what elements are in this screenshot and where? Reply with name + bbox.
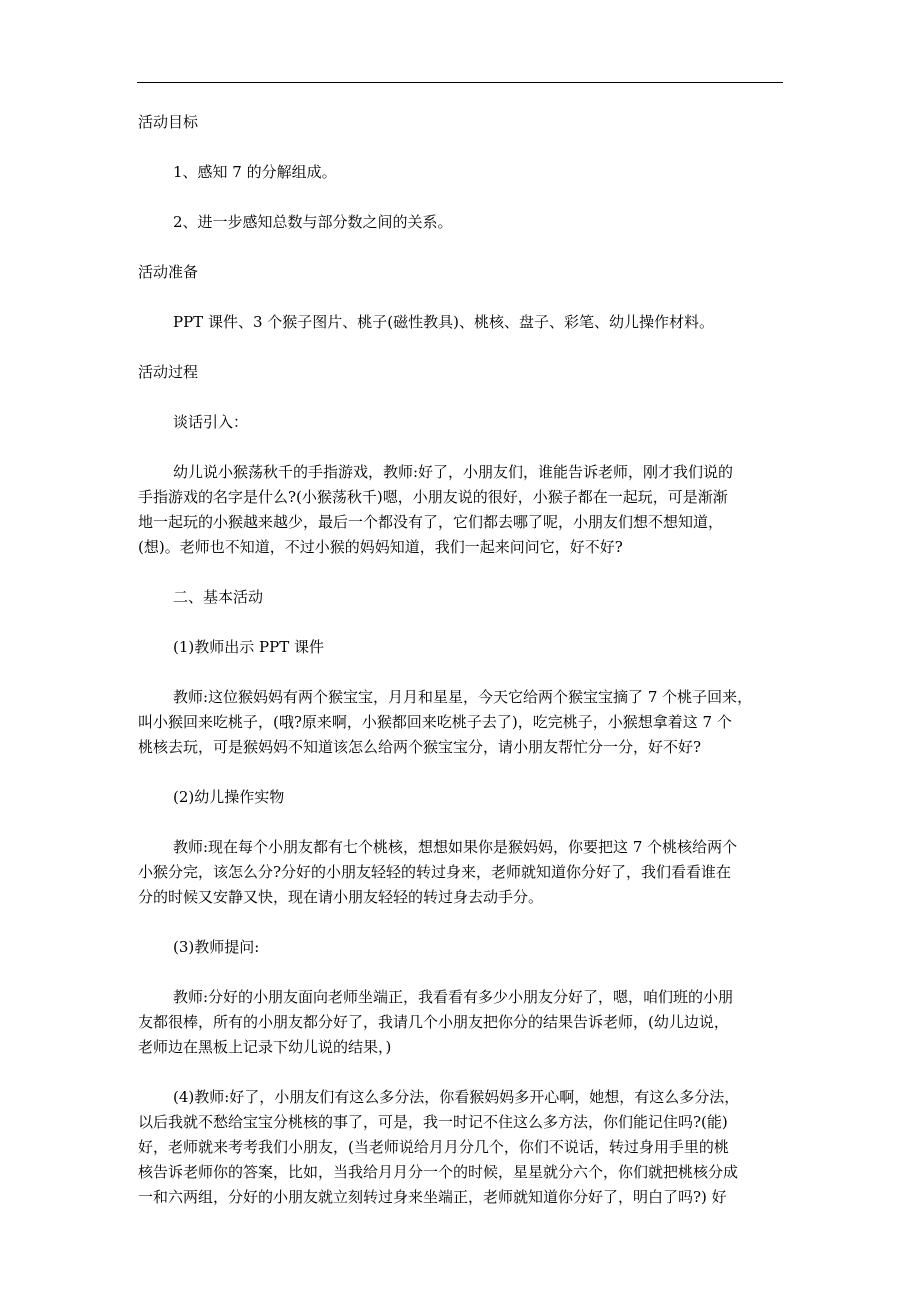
- paragraph-line: 教师:分好的小朋友面向老师坐端正，我看看有多少小朋友分好了，嗯，咱们班的小朋: [173, 988, 734, 1006]
- paragraph-line: 叫小猴回来吃桃子，(哦?原来啊，小猴都回来吃桃子去了)，吃完桃子，小猴想拿着这 7 个: [138, 713, 732, 731]
- paragraph-line: 好，老师就来考考我们小朋友，(当老师说给月月分几个，你们不说话，转过身用手里的桃: [138, 1138, 729, 1156]
- subheading-step-3: (3)教师提问:: [173, 938, 260, 956]
- section-heading-process: 活动过程: [138, 363, 199, 381]
- document-body: [138, 110, 786, 1210]
- preparation-text: PPT 课件、3 个猴子图片、桃子(磁性教具)、桃核、盘子、彩笔、幼儿操作材料。: [173, 313, 714, 331]
- paragraph-line: 幼儿说小猴荡秋千的手指游戏，教师:好了，小朋友们，谁能告诉老师，刚才我们说的: [173, 463, 734, 481]
- paragraph-line: 以后我就不愁给宝宝分桃核的事了，可是，我一时记不住这么多方法，你们能记住吗?(能): [138, 1113, 728, 1131]
- subheading-step-2: (2)幼儿操作实物: [173, 788, 285, 806]
- goal-item-1: 1、感知 7 的分解组成。: [173, 163, 337, 181]
- paragraph-line: 桃核去玩，可是猴妈妈不知道该怎么给两个猴宝宝分，请小朋友帮忙分一分，好不好?: [138, 738, 702, 756]
- section-heading-preparation: 活动准备: [138, 263, 199, 281]
- paragraph-line: 分的时候又安静又快，现在请小朋友轻轻的转过身去动手分。: [138, 888, 544, 906]
- subheading-intro: 谈话引入：: [173, 413, 249, 431]
- section-heading-goals: 活动目标: [138, 113, 199, 131]
- subheading-basic-activity: 二、基本活动: [173, 588, 264, 606]
- paragraph-line: 手指游戏的名字是什么?(小猴荡秋千)嗯，小朋友说的很好，小猴子都在一起玩，可是渐渐: [138, 488, 728, 506]
- paragraph-line: 小猴分完，该怎么分?分好的小朋友轻轻的转过身来，老师就知道你分好了，我们看看谁在: [138, 863, 732, 881]
- paragraph-line: (4)教师:好了，小朋友们有这么多分法，你看猴妈妈多开心啊，她想，有这么多分法，: [173, 1088, 740, 1106]
- paragraph-line: 教师:现在每个小朋友都有七个桃核，想想如果你是猴妈妈，你要把这 7 个桃核给两个: [173, 838, 738, 856]
- paragraph-line: 一和六两组，分好的小朋友就立刻转过身来坐端正，老师就知道你分好了，明白了吗?) 好: [138, 1188, 727, 1206]
- paragraph-line: 老师边在黑板上记录下幼儿说的结果，): [138, 1038, 392, 1056]
- paragraph-line: 教师:这位猴妈妈有两个猴宝宝，月月和星星，今天它给两个猴宝宝摘了 7 个桃子回来，: [173, 688, 753, 706]
- goal-item-2: 2、进一步感知总数与部分数之间的关系。: [173, 213, 453, 231]
- paragraph-line: (想)。老师也不知道，不过小猴的妈妈知道，我们一起来问问它，好不好?: [138, 538, 623, 556]
- header-rule: [137, 82, 783, 83]
- subheading-step-1: (1)教师出示 PPT 课件: [173, 638, 324, 656]
- paragraph-line: 核告诉老师你的答案，比如，当我给月月分一个的时候，星星就分六个，你们就把桃核分成: [138, 1163, 739, 1181]
- paragraph-line: 友都很棒，所有的小朋友都分好了，我请几个小朋友把你分的结果告诉老师，(幼儿边说，: [138, 1013, 729, 1031]
- paragraph-line: 地一起玩的小猴越来越少，最后一个都没有了，它们都去哪了呢，小朋友们想不想知道，: [138, 513, 724, 531]
